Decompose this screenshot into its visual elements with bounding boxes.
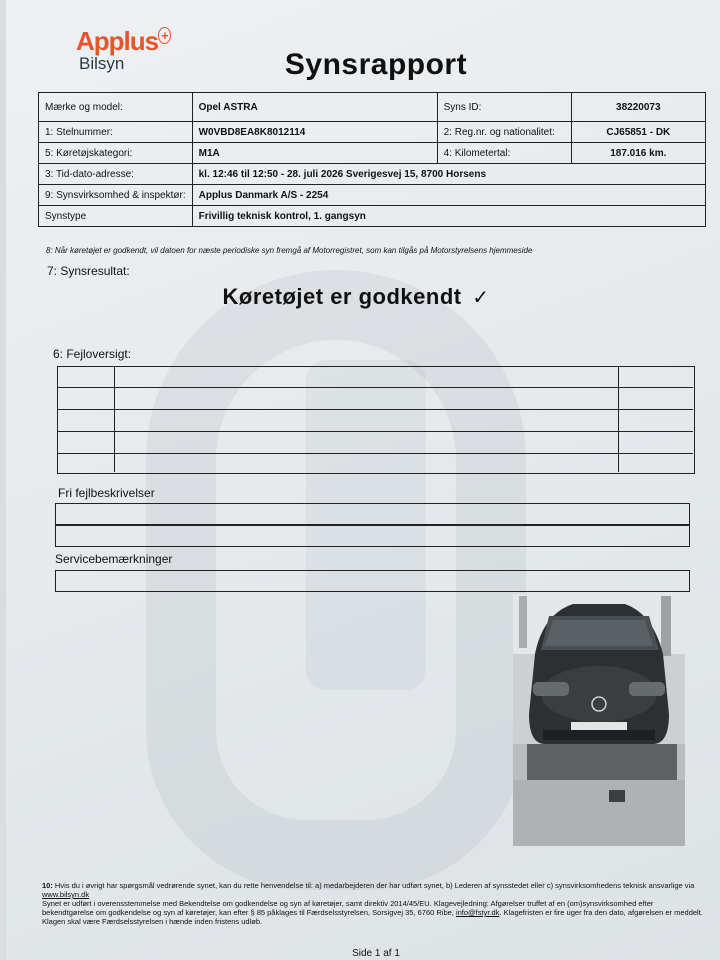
inspector-label: 9: Synsvirksomhed & inspektør: [39,185,193,206]
free-description-row [55,503,690,525]
make-label: Mærke og model: [39,93,193,122]
vin-value: W0VBD8EA8K8012114 [192,122,437,143]
faults-grid [57,366,695,474]
note-8: 8: Når køretøjet er godkendt, vil datoen for næste periodiske syn fremgå af Motorregistret, som kan tilgås på Motorstyrelsens hjemmeside [46,246,533,255]
vehicle-info-table [38,92,706,227]
reg-value: CJ65851 - DK [571,122,705,143]
inspector-value: Applus Danmark A/S - 2254 [192,185,705,206]
result-label: 7: Synsresultat: [47,264,130,278]
grid-row-divider [58,409,693,410]
footer-line-1: Hvis du i øvrigt har spørgsmål vedrørende synet, kan du rette henvendelse til: a) medarbejderen der har udført synet, b) Lederen af synsstedet eller c) synsvirksomhedens teknisk ansvarlige via [52,881,695,890]
logo-sub: Bilsyn [79,54,125,73]
id-value: 38220073 [571,93,705,122]
grid-row-divider [58,431,693,432]
footer-number: 10: [42,881,53,890]
inspection-report-page [6,0,720,960]
category-value: M1A [192,143,437,164]
footer-line-2: Synet er udført i overensstemmelse med Bekendtelse om godkendelse og syn af køretøjer, samt direktiv 2014/45/EU. Klagevejledning: Afgørelser truffet af en (om)synsvirksomhed efter bekendtgørelse om godkendelse og syn af køretøjer, kan efter § 85 påklages til Færdselsstyrelsen, Sorsigvej 35, 6760 Ribe, [42,899,654,917]
grid-col-divider [618,367,619,472]
result-text: Køretøjet er godkendt [222,284,462,309]
page-number: Side 1 af 1 [352,948,400,959]
category-label: 5: Køretøjskategori: [39,143,193,164]
page-title: Synsrapport [284,48,468,81]
grid-row-divider [58,453,693,454]
service-notes-row [55,570,690,592]
footer-contact-text [42,881,704,899]
plus-circle-icon: + [158,27,171,44]
footer-complaint-text [42,899,704,926]
grid-col-divider [114,367,115,472]
km-value: 187.016 km. [571,143,705,164]
id-label: Syns ID: [437,93,571,122]
footer-line-2-end: . Klagefristen er fire uger fra den dato, afgørelsen er meddelt. Klagen skal være Færdselsstyrelsen i hænde inden fristens udløb. [42,908,703,926]
time-value: kl. 12:46 til 12:50 - 28. juli 2026 Sverigesvej 15, 8700 Horsens [192,164,705,185]
logo-brand: Applus [76,26,159,56]
result-text-row [6,284,706,310]
km-label: 4: Kilometertal: [437,143,571,164]
vin-label: 1: Stelnummer: [39,122,193,143]
fstyr-email-link[interactable]: info@fstyr.dk [455,908,500,917]
footer-notes [42,881,704,926]
service-notes-label: Servicebemærkninger [55,552,173,566]
free-description-row [55,525,690,547]
grid-row-divider [58,387,693,388]
checkmark-icon: ✓ [472,287,490,309]
free-description-label: Fri fejlbeskrivelser [58,486,155,500]
time-label: 3: Tid-dato-adresse: [39,164,193,185]
type-label: Synstype [39,206,193,227]
type-value: Frivillig teknisk kontrol, 1. gangsyn [192,206,705,227]
vehicle-photo [513,594,685,846]
reg-label: 2: Reg.nr. og nationalitet: [437,122,571,143]
faults-label: 6: Fejloversigt: [53,347,132,361]
bilsyn-link[interactable]: www.bilsyn.dk [42,890,90,899]
make-value: Opel ASTRA [192,93,437,122]
